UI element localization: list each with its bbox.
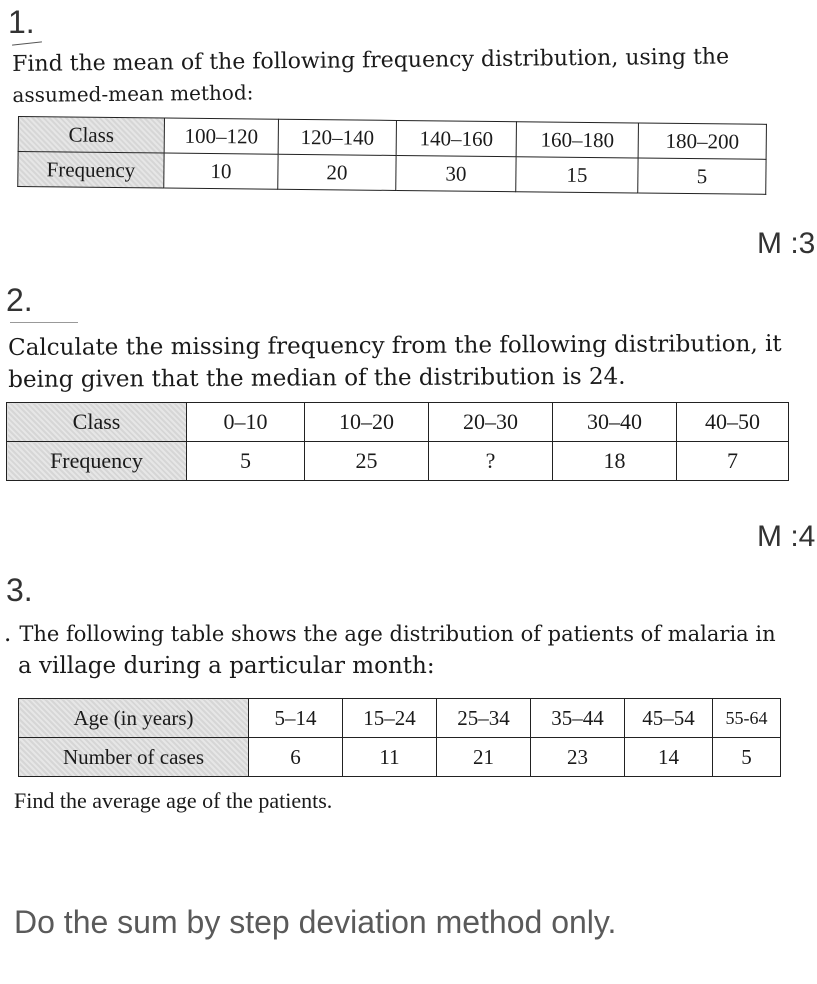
q1-frequency-row [18,152,766,195]
q3-age-table [18,698,781,777]
q3-question: Find the average age of the patients. [14,788,333,813]
q2-line-2: being given that the median of the distribution is 24. [8,363,626,393]
q1-class-cell: 180–200 [638,123,766,159]
q2-class-cell: 0–10 [187,403,305,442]
q3-age-cell: 35–44 [531,699,625,738]
q1-class-cell: 120–140 [278,119,396,155]
q3-age-header: Age (in years) [19,699,249,738]
q1-class-cell: 160–180 [516,122,638,158]
q3-age-cell: 25–34 [437,699,531,738]
q2-missing-frequency-cell: ? [429,442,553,481]
q1-frequency-cell: 5 [638,158,766,194]
q1-marks: M :3 [757,227,816,260]
q1-frequency-header: Frequency [18,152,164,189]
q3-age-cell: 15–24 [343,699,437,738]
q2-class-cell: 30–40 [553,403,677,442]
question-1-text [12,42,730,110]
q2-marks: M :4 [757,520,816,553]
q2-class-cell: 20–30 [429,403,553,442]
q2-frequency-cell: 5 [187,442,305,481]
q2-frequency-table [6,402,789,481]
q1-frequency-cell: 20 [278,154,396,190]
q2-line-1: Calculate the missing frequency from the following distribution, it [8,330,782,361]
q3-cases-cell: 21 [437,738,531,777]
q2-frequency-cell: 18 [553,442,677,481]
q1-frequency-cell: 15 [516,157,638,193]
question-2-number: 2. [6,282,33,318]
q2-frequency-cell: 7 [677,442,789,481]
q1-underline [12,41,42,45]
q2-frequency-row [7,442,789,481]
q3-cases-cell: 14 [625,738,713,777]
q3-bullet: . [4,621,12,647]
q1-line-2: assumed-mean method: [12,80,254,107]
instruction-text: Do the sum by step deviation method only. [14,904,617,940]
q3-age-cell: 5–14 [249,699,343,738]
q3-age-row [19,699,781,738]
q3-cases-cell: 23 [531,738,625,777]
q3-cases-cell: 11 [343,738,437,777]
question-2-text [8,328,782,396]
q2-frequency-header: Frequency [7,442,187,481]
q1-frequency-cell: 10 [164,153,278,189]
q1-class-cell: 140–160 [396,120,516,156]
q3-age-cell: 45–54 [625,699,713,738]
q1-line-1: Find the mean of the following frequency distribution, using the [12,44,730,77]
q1-frequency-table [17,116,767,195]
q3-cases-cell: 5 [713,738,781,777]
q2-class-row [7,403,789,442]
q2-frequency-cell: 25 [305,442,429,481]
q2-class-header: Class [7,403,187,442]
q3-line-2: a village during a particular month: [18,653,435,679]
question-1-number: 1. [8,4,35,40]
q2-class-cell: 10–20 [305,403,429,442]
q3-line-1 [4,618,776,650]
q3-line-1-text: The following table shows the age distribution of patients of malaria in [19,622,776,646]
q1-class-cell: 100–120 [164,118,278,154]
q3-cases-header: Number of cases [19,738,249,777]
q3-age-cell: 55-64 [713,699,781,738]
question-3-number: 3. [6,572,33,608]
question-3-text [4,618,776,682]
q3-cases-cell: 6 [249,738,343,777]
q2-underline [10,322,78,323]
q1-class-header: Class [18,117,164,154]
q1-frequency-cell: 30 [396,155,516,191]
q2-class-cell: 40–50 [677,403,789,442]
q3-cases-row [19,738,781,777]
